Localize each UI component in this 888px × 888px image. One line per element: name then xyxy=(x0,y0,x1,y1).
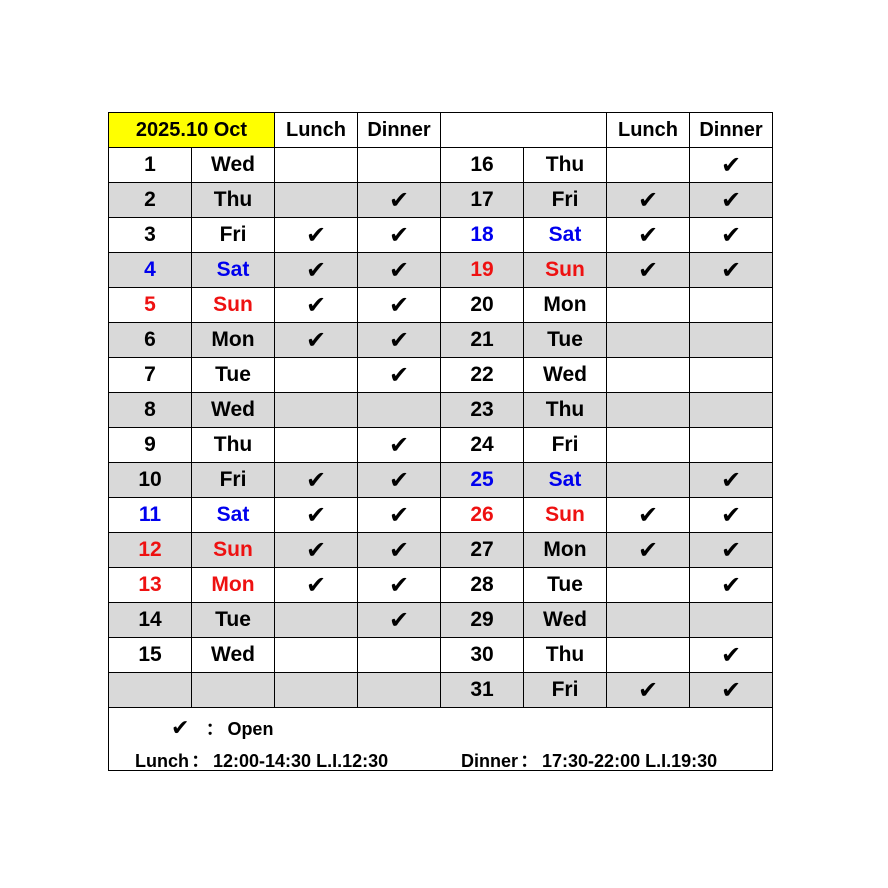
date-cell: 11 xyxy=(109,498,192,533)
check-icon: ✔ xyxy=(637,186,659,214)
dinner-cell xyxy=(358,638,441,673)
check-icon: ✔ xyxy=(388,536,410,564)
october-calendar-table xyxy=(108,112,773,771)
dinner-cell xyxy=(358,603,441,638)
lunch-cell xyxy=(607,218,690,253)
weekday-cell: Wed xyxy=(524,603,607,638)
date-cell: 28 xyxy=(441,568,524,603)
lunch-cell xyxy=(607,568,690,603)
check-icon: ✔ xyxy=(305,291,327,319)
date-cell: 13 xyxy=(109,568,192,603)
weekday-cell: Wed xyxy=(192,393,275,428)
dinner-cell xyxy=(358,498,441,533)
table-row xyxy=(109,183,773,218)
dinner-cell xyxy=(690,393,773,428)
dinner-cell xyxy=(690,498,773,533)
table-row xyxy=(109,218,773,253)
dinner-cell xyxy=(690,568,773,603)
lunch-cell xyxy=(275,603,358,638)
weekday-cell: Tue xyxy=(524,323,607,358)
check-icon: ✔ xyxy=(388,361,410,389)
lunch-cell xyxy=(275,148,358,183)
weekday-cell: Thu xyxy=(524,148,607,183)
lunch-cell xyxy=(275,673,358,708)
check-icon: ✔ xyxy=(388,466,410,494)
weekday-cell: Sat xyxy=(524,463,607,498)
table-row xyxy=(109,288,773,323)
table-row xyxy=(109,498,773,533)
check-icon: ✔ xyxy=(305,256,327,284)
dinner-cell xyxy=(690,428,773,463)
check-icon: ✔ xyxy=(720,676,742,704)
table-row xyxy=(109,533,773,568)
legend-colon: ： xyxy=(520,750,541,771)
date-cell: 25 xyxy=(441,463,524,498)
check-icon: ✔ xyxy=(720,151,742,179)
dinner-cell xyxy=(690,253,773,288)
check-icon: ✔ xyxy=(637,536,659,564)
weekday-cell: Sun xyxy=(192,533,275,568)
weekday-cell: Sun xyxy=(524,498,607,533)
table-row xyxy=(109,253,773,288)
dinner-cell xyxy=(690,218,773,253)
dinner-cell xyxy=(358,253,441,288)
dinner-cell xyxy=(358,533,441,568)
check-icon: ✔ xyxy=(171,715,190,740)
lunch-cell xyxy=(607,358,690,393)
lunch-header-right: Lunch xyxy=(607,113,690,148)
date-cell: 4 xyxy=(109,253,192,288)
weekday-cell: Thu xyxy=(192,428,275,463)
date-cell: 10 xyxy=(109,463,192,498)
dinner-cell xyxy=(358,218,441,253)
check-icon: ✔ xyxy=(637,256,659,284)
date-cell: 21 xyxy=(441,323,524,358)
legend-dinner-label: Dinner xyxy=(461,751,519,771)
legend-lunch-label: Lunch xyxy=(135,751,189,771)
date-cell: 26 xyxy=(441,498,524,533)
check-icon: ✔ xyxy=(388,431,410,459)
weekday-cell: Sat xyxy=(524,218,607,253)
dinner-cell xyxy=(690,603,773,638)
table-row xyxy=(109,463,773,498)
date-cell: 7 xyxy=(109,358,192,393)
check-icon: ✔ xyxy=(388,186,410,214)
legend xyxy=(109,708,773,771)
legend-row xyxy=(109,708,773,771)
dinner-cell xyxy=(358,323,441,358)
blank-header-right xyxy=(441,113,607,148)
date-cell: 24 xyxy=(441,428,524,463)
lunch-cell xyxy=(275,638,358,673)
check-icon: ✔ xyxy=(388,326,410,354)
legend-open-label: Open xyxy=(227,719,274,739)
dinner-cell xyxy=(358,463,441,498)
date-cell: 6 xyxy=(109,323,192,358)
weekday-cell: Wed xyxy=(192,148,275,183)
dinner-header-right: Dinner xyxy=(690,113,773,148)
lunch-header-left: Lunch xyxy=(275,113,358,148)
check-icon: ✔ xyxy=(305,466,327,494)
date-cell: 17 xyxy=(441,183,524,218)
date-cell: 15 xyxy=(109,638,192,673)
lunch-cell xyxy=(607,603,690,638)
lunch-cell xyxy=(275,533,358,568)
dinner-cell xyxy=(690,463,773,498)
table-row xyxy=(109,323,773,358)
check-icon: ✔ xyxy=(305,221,327,249)
check-icon: ✔ xyxy=(388,606,410,634)
lunch-cell xyxy=(607,498,690,533)
table-row xyxy=(109,638,773,673)
dinner-cell xyxy=(690,183,773,218)
dinner-cell xyxy=(690,288,773,323)
legend-dinner-hours xyxy=(461,744,717,771)
date-cell: 18 xyxy=(441,218,524,253)
dinner-cell xyxy=(358,148,441,183)
header-row xyxy=(109,113,773,148)
weekday-cell: Fri xyxy=(524,673,607,708)
lunch-cell xyxy=(275,393,358,428)
date-cell: 20 xyxy=(441,288,524,323)
check-icon: ✔ xyxy=(305,536,327,564)
weekday-cell: Mon xyxy=(192,323,275,358)
dinner-cell xyxy=(358,358,441,393)
dinner-cell xyxy=(358,568,441,603)
dinner-cell xyxy=(690,673,773,708)
date-cell: 29 xyxy=(441,603,524,638)
legend-colon: ： xyxy=(205,718,226,740)
weekday-cell: Sun xyxy=(192,288,275,323)
lunch-cell xyxy=(275,288,358,323)
check-icon: ✔ xyxy=(388,571,410,599)
weekday-cell: Sun xyxy=(524,253,607,288)
table-row xyxy=(109,428,773,463)
lunch-cell xyxy=(275,358,358,393)
date-cell: 31 xyxy=(441,673,524,708)
check-icon: ✔ xyxy=(388,291,410,319)
dinner-cell xyxy=(358,428,441,463)
dinner-cell xyxy=(690,323,773,358)
lunch-cell xyxy=(607,253,690,288)
lunch-cell xyxy=(275,568,358,603)
weekday-cell: Thu xyxy=(524,393,607,428)
lunch-cell xyxy=(607,673,690,708)
date-cell: 3 xyxy=(109,218,192,253)
check-icon: ✔ xyxy=(637,501,659,529)
lunch-cell xyxy=(607,463,690,498)
date-cell xyxy=(109,673,192,708)
calendar-body xyxy=(109,113,773,708)
weekday-cell: Wed xyxy=(524,358,607,393)
dinner-cell xyxy=(690,533,773,568)
date-cell: 1 xyxy=(109,148,192,183)
check-icon: ✔ xyxy=(720,501,742,529)
date-cell: 12 xyxy=(109,533,192,568)
lunch-cell xyxy=(275,463,358,498)
lunch-cell xyxy=(275,323,358,358)
check-icon: ✔ xyxy=(720,466,742,494)
lunch-cell xyxy=(275,498,358,533)
date-cell: 16 xyxy=(441,148,524,183)
check-icon: ✔ xyxy=(720,536,742,564)
check-icon: ✔ xyxy=(720,256,742,284)
dinner-cell xyxy=(690,148,773,183)
lunch-cell xyxy=(275,428,358,463)
table-row xyxy=(109,393,773,428)
weekday-cell: Fri xyxy=(524,428,607,463)
weekday-cell: Tue xyxy=(524,568,607,603)
date-cell: 22 xyxy=(441,358,524,393)
weekday-cell: Wed xyxy=(192,638,275,673)
weekday-cell: Mon xyxy=(524,288,607,323)
table-row xyxy=(109,568,773,603)
weekday-cell: Sat xyxy=(192,253,275,288)
dinner-cell xyxy=(690,358,773,393)
dinner-cell xyxy=(358,288,441,323)
lunch-cell xyxy=(275,218,358,253)
legend-open-line xyxy=(171,712,273,741)
lunch-cell xyxy=(607,323,690,358)
legend-lunch-time: 12:00-14:30 L.I.12:30 xyxy=(213,751,389,771)
weekday-cell: Thu xyxy=(192,183,275,218)
check-icon: ✔ xyxy=(388,221,410,249)
legend-lunch-hours xyxy=(135,744,388,771)
lunch-cell xyxy=(607,638,690,673)
table-row xyxy=(109,673,773,708)
date-cell: 30 xyxy=(441,638,524,673)
dinner-cell xyxy=(358,673,441,708)
date-cell: 23 xyxy=(441,393,524,428)
date-cell: 8 xyxy=(109,393,192,428)
dinner-cell xyxy=(690,638,773,673)
table-row xyxy=(109,358,773,393)
date-cell: 19 xyxy=(441,253,524,288)
weekday-cell: Mon xyxy=(192,568,275,603)
weekday-cell: Tue xyxy=(192,358,275,393)
lunch-cell xyxy=(607,428,690,463)
lunch-cell xyxy=(607,393,690,428)
weekday-cell: Fri xyxy=(192,218,275,253)
date-cell: 9 xyxy=(109,428,192,463)
check-icon: ✔ xyxy=(720,571,742,599)
table-row xyxy=(109,148,773,183)
date-cell: 5 xyxy=(109,288,192,323)
check-icon: ✔ xyxy=(720,221,742,249)
legend-colon: ： xyxy=(191,750,211,771)
check-icon: ✔ xyxy=(720,641,742,669)
check-icon: ✔ xyxy=(637,221,659,249)
weekday-cell: Sat xyxy=(192,498,275,533)
table-row xyxy=(109,603,773,638)
weekday-cell xyxy=(192,673,275,708)
legend-dinner-time: 17:30-22:00 L.I.19:30 xyxy=(542,751,718,771)
check-icon: ✔ xyxy=(388,256,410,284)
check-icon: ✔ xyxy=(637,676,659,704)
weekday-cell: Tue xyxy=(192,603,275,638)
check-icon: ✔ xyxy=(388,501,410,529)
lunch-cell xyxy=(607,288,690,323)
lunch-cell xyxy=(607,533,690,568)
dinner-cell xyxy=(358,393,441,428)
month-title: 2025.10 Oct xyxy=(109,113,275,148)
weekday-cell: Fri xyxy=(524,183,607,218)
lunch-cell xyxy=(275,183,358,218)
dinner-cell xyxy=(358,183,441,218)
check-icon: ✔ xyxy=(305,501,327,529)
check-icon: ✔ xyxy=(305,571,327,599)
date-cell: 2 xyxy=(109,183,192,218)
date-cell: 14 xyxy=(109,603,192,638)
date-cell: 27 xyxy=(441,533,524,568)
lunch-cell xyxy=(607,183,690,218)
lunch-cell xyxy=(607,148,690,183)
weekday-cell: Mon xyxy=(524,533,607,568)
weekday-cell: Thu xyxy=(524,638,607,673)
dinner-header-left: Dinner xyxy=(358,113,441,148)
lunch-cell xyxy=(275,253,358,288)
check-icon: ✔ xyxy=(305,326,327,354)
check-icon: ✔ xyxy=(720,186,742,214)
weekday-cell: Fri xyxy=(192,463,275,498)
